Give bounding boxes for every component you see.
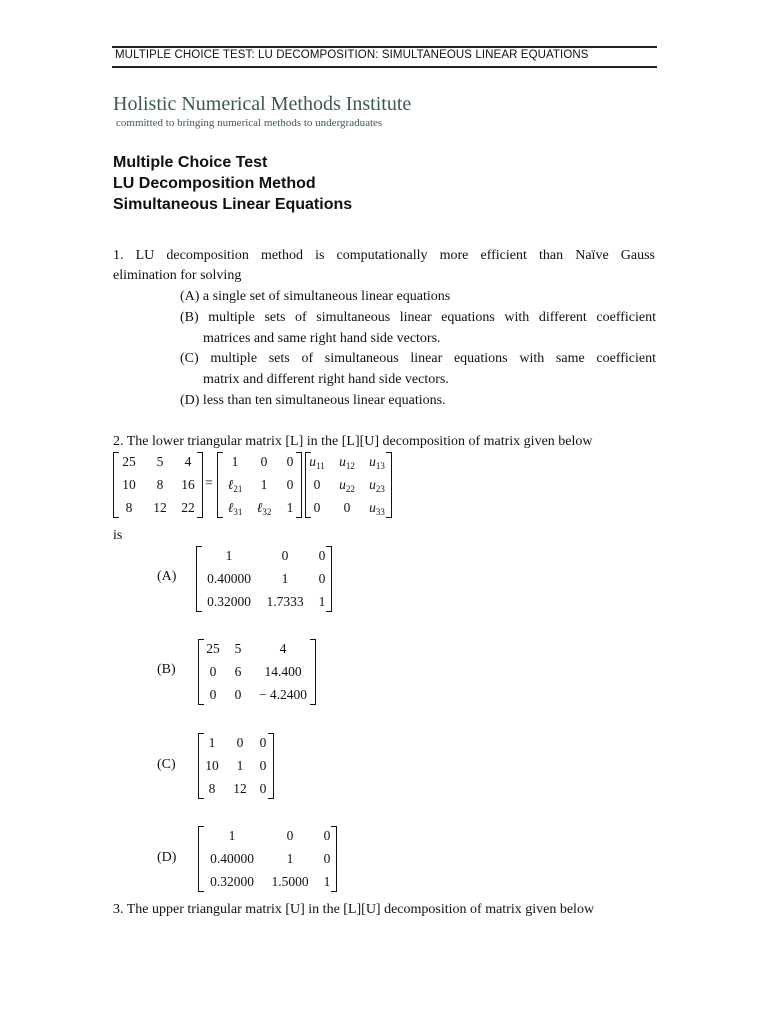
matrix-cell: 8 <box>156 477 164 492</box>
matrix-cell: 0 <box>313 500 321 515</box>
matrix-cell: 0 <box>286 454 294 469</box>
matrix-cell: ℓ$_{31}$ <box>227 500 243 517</box>
q1-option-a: (A) a single set of simultaneous linear equations <box>180 289 451 304</box>
matrix-cell: 4 <box>279 641 287 656</box>
matrix-cell: 12 <box>233 781 247 796</box>
matrix-cell: 0 <box>323 851 331 866</box>
matrix-cell: 1 <box>281 571 289 586</box>
q2-option-a-matrix <box>196 546 332 612</box>
q2-stem: 2. The lower triangular matrix [L] in the [L][U] decomposition of matrix given below <box>113 434 593 449</box>
matrix-cell: 1.5000 <box>271 874 309 889</box>
matrix-cell: 0.40000 <box>207 571 251 586</box>
q2-option-d-matrix <box>198 826 337 892</box>
q1-stem-line-2: elimination for solving <box>113 268 242 283</box>
matrix-cell: 0 <box>259 781 267 796</box>
matrix-cell: 1 <box>260 477 268 492</box>
q1-option-c: (C) multiple sets of simultaneous linear equations with same coefficient <box>180 351 656 366</box>
matrix-cell: 1 <box>231 454 239 469</box>
matrix-cell: 0.40000 <box>210 851 254 866</box>
matrix-cell: 0 <box>259 758 267 773</box>
q1-option-c-cont: matrix and different right hand side vectors. <box>203 372 449 387</box>
institute-logo-name: Holistic Numerical Methods Institute <box>113 93 412 115</box>
matrix-cell: 0 <box>209 687 217 702</box>
matrix-cell: 1 <box>323 874 331 889</box>
q3-stem: 3. The upper triangular matrix [U] in the [L][U] decomposition of matrix given below <box>113 902 595 917</box>
q1-option-b-cont: matrices and same right hand side vectors. <box>203 331 441 346</box>
matrix-cell: 0 <box>286 828 294 843</box>
matrix-cell: 10 <box>122 477 136 492</box>
title-line-3: Simultaneous Linear Equations <box>113 196 353 213</box>
matrix-cell: 6 <box>234 664 242 679</box>
institute-tagline: committed to bringing numerical methods to undergraduates <box>116 117 383 129</box>
matrix-cell: 0 <box>259 735 267 750</box>
matrix-cell: $u_{12}$ <box>339 454 355 471</box>
matrix-cell: 0 <box>343 500 351 515</box>
q2-option-c-label: (C) <box>157 757 176 772</box>
matrix-cell: 0 <box>286 477 294 492</box>
matrix-cell: 14.400 <box>264 664 302 679</box>
header-rule-top <box>112 46 657 48</box>
matrix-cell: 10 <box>205 758 219 773</box>
q2-option-d-label: (D) <box>157 850 177 865</box>
matrix-cell: 1 <box>225 548 233 563</box>
q1-option-b: (B) multiple sets of simultaneous linear equations with different coefficient <box>180 310 656 325</box>
matrix-cell: 25 <box>206 641 220 656</box>
matrix-cell: 0.32000 <box>207 594 251 609</box>
header-rule-bottom <box>112 66 657 68</box>
matrix-cell: 12 <box>153 500 167 515</box>
matrix-cell: 1.7333 <box>266 594 304 609</box>
matrix-cell: ℓ$_{32}$ <box>256 500 272 517</box>
q2-is: is <box>113 528 123 543</box>
matrix-cell: 8 <box>208 781 216 796</box>
matrix-cell: 0.32000 <box>210 874 254 889</box>
matrix-cell: $u_{22}$ <box>339 477 355 494</box>
title-line-2: LU Decomposition Method <box>113 175 316 192</box>
equals-sign: = <box>205 476 213 491</box>
matrix-cell: 0 <box>281 548 289 563</box>
matrix-cell: 0 <box>260 454 268 469</box>
matrix-cell: 0 <box>318 548 326 563</box>
matrix-a <box>113 452 203 518</box>
q2-option-b-label: (B) <box>157 662 176 677</box>
matrix-cell: ℓ$_{21}$ <box>227 477 243 494</box>
matrix-cell: $u_{23}$ <box>369 477 385 494</box>
title-line-1: Multiple Choice Test <box>113 154 268 171</box>
matrix-cell: $u_{33}$ <box>369 500 385 517</box>
matrix-cell: 1 <box>228 828 236 843</box>
matrix-cell: 16 <box>181 477 195 492</box>
matrix-cell: 0 <box>323 828 331 843</box>
q2-option-c-matrix <box>198 733 274 799</box>
matrix-cell: 1 <box>318 594 326 609</box>
matrix-cell: 1 <box>208 735 216 750</box>
matrix-cell: 22 <box>181 500 195 515</box>
q2-option-a-label: (A) <box>157 569 177 584</box>
matrix-cell: 0 <box>318 571 326 586</box>
matrix-cell: 4 <box>184 454 192 469</box>
matrix-cell: 5 <box>234 641 242 656</box>
matrix-cell: $u_{11}$ <box>309 454 325 471</box>
matrix-cell: 1 <box>286 851 294 866</box>
q1-option-d: (D) less than ten simultaneous linear equations. <box>180 393 446 408</box>
matrix-cell: 8 <box>125 500 133 515</box>
matrix-u <box>305 452 392 518</box>
matrix-cell: $u_{13}$ <box>369 454 385 471</box>
running-head: MULTIPLE CHOICE TEST: LU DECOMPOSITION: SIMULTANEOUS LINEAR EQUATIONS <box>115 49 589 61</box>
matrix-cell: 1 <box>286 500 294 515</box>
matrix-cell: 5 <box>156 454 164 469</box>
matrix-cell: 0 <box>236 735 244 750</box>
q2-option-b-matrix <box>198 639 316 705</box>
q1-stem-line-1: 1. LU decomposition method is computationally more efficient than Naïve Gauss <box>113 248 655 263</box>
matrix-cell: 0 <box>234 687 242 702</box>
matrix-cell: 0 <box>209 664 217 679</box>
matrix-cell: 0 <box>313 477 321 492</box>
matrix-cell: 1 <box>236 758 244 773</box>
matrix-cell: − 4.2400 <box>258 687 308 702</box>
matrix-cell: 25 <box>122 454 136 469</box>
